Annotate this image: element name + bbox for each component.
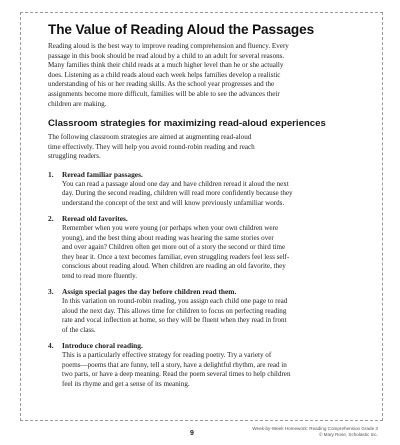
strategy-line: aloud the next day. This allows time for children to focus on perfecting reading xyxy=(62,306,287,315)
strategy-line: feel its rhyme and get a sense of its meaning. xyxy=(62,379,190,388)
strategy-number: 3. xyxy=(48,287,54,297)
section-intro-line: time effectively. They will help you avoid round-robin reading and reach xyxy=(48,142,255,151)
strategy-item xyxy=(48,287,360,335)
section-intro-line: struggling readers. xyxy=(48,152,101,161)
intro-line: Many families think their child reads at a much higher level than he or she actually xyxy=(48,61,284,70)
page-title: The Value of Reading Aloud the Passages xyxy=(48,22,315,37)
credit-line: Week-by-Week Homework: Reading Comprehension Grade 3 xyxy=(252,426,378,431)
intro-line: does. Listening as a child reads aloud each week helps families develop a realistic xyxy=(48,70,281,79)
strategy-title: Reread old favorites. xyxy=(62,214,128,224)
copyright-credit xyxy=(252,426,378,437)
strategy-line: they hear it. Once a text becomes familiar, even struggling readers feel less self- xyxy=(62,252,290,261)
strategy-title: Introduce choral reading. xyxy=(62,341,143,351)
strategy-line: young), and the best thing about reading was hearing the same stories over xyxy=(62,233,274,242)
credit-line: © Mary Rose, Scholastic Inc. xyxy=(318,431,378,437)
strategy-line: day. During the second reading, children will read more confidently because they xyxy=(62,189,293,198)
strategy-line: of the class. xyxy=(62,325,96,334)
section-intro-line: The following classroom strategies are aimed at augmenting read-aloud xyxy=(48,133,252,142)
page-number: 9 xyxy=(190,430,194,437)
intro-paragraph xyxy=(48,42,360,109)
strategy-line: conscious about reading aloud. When children are reading an old favorite, they xyxy=(62,262,286,271)
intro-line: passage in this book should be read aloud by a child to an adult for several reasons. xyxy=(48,51,285,60)
strategy-body xyxy=(62,297,360,335)
strategy-line: two parts, or have a deep meaning. Read the poem several times to help children xyxy=(62,370,291,379)
strategy-line: You can read a passage aloud one day and have children reread it aloud the next xyxy=(62,179,289,188)
strategy-item xyxy=(48,170,360,208)
strategy-line: tend to read more fluently. xyxy=(62,271,137,280)
section-heading: Classroom strategies for maximizing read-aloud experiences xyxy=(48,118,326,130)
intro-line: understanding of his or her reading skills. As the school year progresses and the xyxy=(48,80,275,89)
intro-line: children are making. xyxy=(48,99,107,108)
strategy-item xyxy=(48,214,360,281)
strategy-body xyxy=(62,224,360,282)
strategy-line: understand the concept of the text and will know previously unfamiliar words. xyxy=(62,198,285,207)
strategy-number: 1. xyxy=(48,169,54,179)
strategy-line: Remember when you were young (or perhaps when your own children were xyxy=(62,223,279,232)
strategy-number: 2. xyxy=(48,214,54,224)
strategy-line: In this variation on round-robin reading, you assign each child one page to read xyxy=(62,297,288,306)
strategy-item xyxy=(48,341,360,389)
strategy-title: Reread familiar passages. xyxy=(62,169,143,179)
intro-line: Reading aloud is the best way to improve reading comprehension and fluency. Every xyxy=(48,42,289,50)
intro-line: assignments become more difficult, families will be able to see the advances their xyxy=(48,89,280,98)
strategy-line: poems—poems that are funny, tell a story, have a delightful rhythm, are read in xyxy=(62,360,287,369)
strategy-body xyxy=(62,180,360,209)
document-body xyxy=(48,22,360,395)
strategy-line: rate and vocal inflection at home, so they will be fluent when they read in front xyxy=(62,316,287,325)
strategy-list xyxy=(48,170,360,389)
strategy-line: and over again? Children often get more out of a story the second or third time xyxy=(62,243,286,252)
section-intro xyxy=(48,133,360,162)
strategy-number: 4. xyxy=(48,341,54,351)
strategy-line: This is a particularly effective strategy for reading poetry. Try a variety of xyxy=(62,351,272,360)
strategy-body xyxy=(62,351,360,389)
strategy-title: Assign special pages the day before children read them. xyxy=(62,287,237,297)
